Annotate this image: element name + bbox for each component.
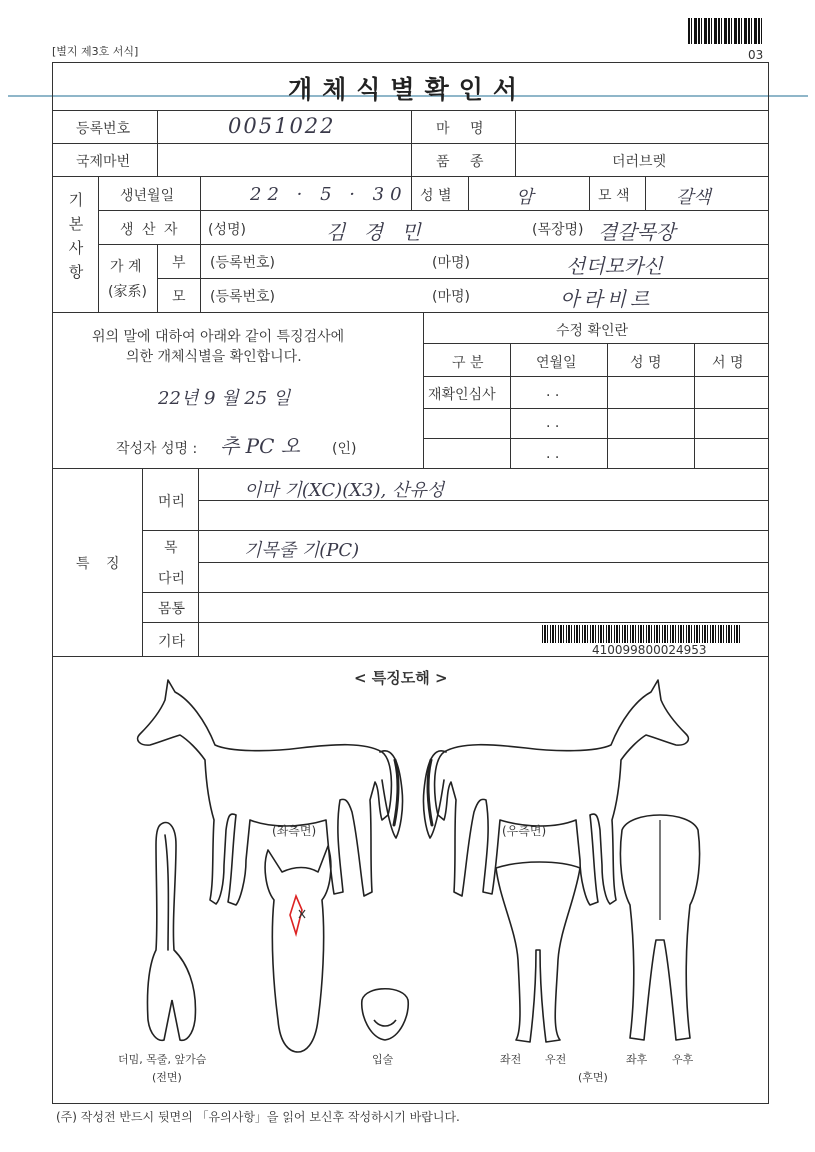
row1-kind: 재확인심사: [428, 387, 496, 403]
features-side-label: 특 징: [76, 556, 126, 572]
basic-side-label: 기본사항: [68, 191, 84, 281]
left-side-label: (좌측면): [272, 824, 317, 838]
rear-label: (후면): [578, 1071, 608, 1084]
col-sign: 서 명: [712, 355, 744, 371]
lips-label: 입술: [372, 1053, 394, 1066]
color-label: 모 색: [598, 188, 630, 204]
sire-name-value: 선더모카신: [566, 254, 663, 278]
right-side-label: (우측면): [502, 824, 547, 838]
sire-label: 부: [172, 255, 186, 271]
statement-line2: 의한 개체식별을 확인합니다.: [126, 349, 302, 365]
author-value: 추 PC 오: [220, 434, 301, 458]
seal-text: (인): [332, 441, 357, 457]
sire-reg-hint: (등록번호): [210, 255, 276, 271]
producer-name-hint: (성명): [208, 222, 246, 238]
row1-date-dots: . .: [546, 384, 560, 400]
farm-value: 결갈목장: [598, 220, 676, 244]
producer-label: 생 산 자: [120, 222, 180, 238]
row3-date-dots: . .: [546, 446, 560, 462]
barcode-number: 410099800024953: [592, 643, 707, 657]
left-rear-label: 좌후: [626, 1053, 648, 1066]
birth-label: 생년월일: [120, 188, 175, 204]
color-value: 갈색: [676, 187, 711, 208]
dam-reg-hint: (등록번호): [210, 289, 276, 305]
dam-name-hint: (마명): [432, 289, 470, 305]
reg-no-value: 0051022: [228, 114, 336, 138]
page-title: 개체식별확인서: [287, 75, 528, 104]
confirm-date: 22년 9 월 25 일: [158, 388, 291, 409]
reg-no-label: 등록번호: [76, 121, 131, 137]
page-code: 03: [748, 48, 764, 62]
mod-title: 수정 확인란: [556, 323, 629, 339]
head-label: 머리: [158, 494, 186, 510]
breed-label: 품 종: [436, 154, 492, 170]
author-label: 작성자 성명 :: [116, 441, 198, 457]
right-rear-label: 우후: [672, 1053, 694, 1066]
col-name: 성 명: [630, 355, 662, 371]
lineage-hanja: (家系): [108, 284, 147, 300]
col-kind: 구 분: [452, 355, 484, 371]
head-value: 이마 기(XC)(X3), 산유성: [244, 480, 445, 501]
diagram-title: < 특징도해 >: [354, 669, 448, 687]
intl-no-label: 국제마번: [76, 154, 131, 170]
breed-value: 더러브렛: [612, 154, 667, 170]
col-date: 연월일: [536, 355, 577, 371]
right-front-label: 우전: [545, 1053, 567, 1066]
form-code: [별지 제3호 서식]: [52, 45, 139, 58]
sire-name-hint: (마명): [432, 255, 470, 271]
etc-label: 기타: [158, 634, 186, 650]
front-label: (전면): [152, 1071, 182, 1084]
footer-note: (주) 작성전 반드시 뒷면의 「유의사항」을 읽어 보신후 작성하시기 바랍니다.: [56, 1110, 460, 1124]
sex-label: 성 별: [420, 188, 452, 204]
neck-value: 기목줄 기(PC): [244, 540, 360, 561]
body-label: 몸통: [158, 601, 186, 617]
neck-label: 목: [164, 540, 178, 556]
left-front-label: 좌전: [500, 1053, 522, 1066]
leg-label: 다리: [158, 571, 186, 587]
front-parts-label: 더밈, 목줄, 앞가슴: [118, 1053, 207, 1066]
producer-name-value: 김 경 민: [326, 220, 427, 244]
sex-value: 암: [516, 187, 534, 208]
dam-label: 모: [172, 289, 186, 305]
name-label: 마 명: [436, 121, 492, 137]
birth-value: 22 · 5 · 30: [250, 184, 408, 205]
row2-date-dots: . .: [546, 415, 560, 431]
lineage-label: 가 계: [110, 259, 142, 275]
statement-line1: 위의 말에 대하여 아래와 같이 특징검사에: [92, 329, 345, 345]
farm-hint: (목장명): [532, 222, 584, 238]
dam-name-value: 아라비르: [560, 287, 654, 311]
